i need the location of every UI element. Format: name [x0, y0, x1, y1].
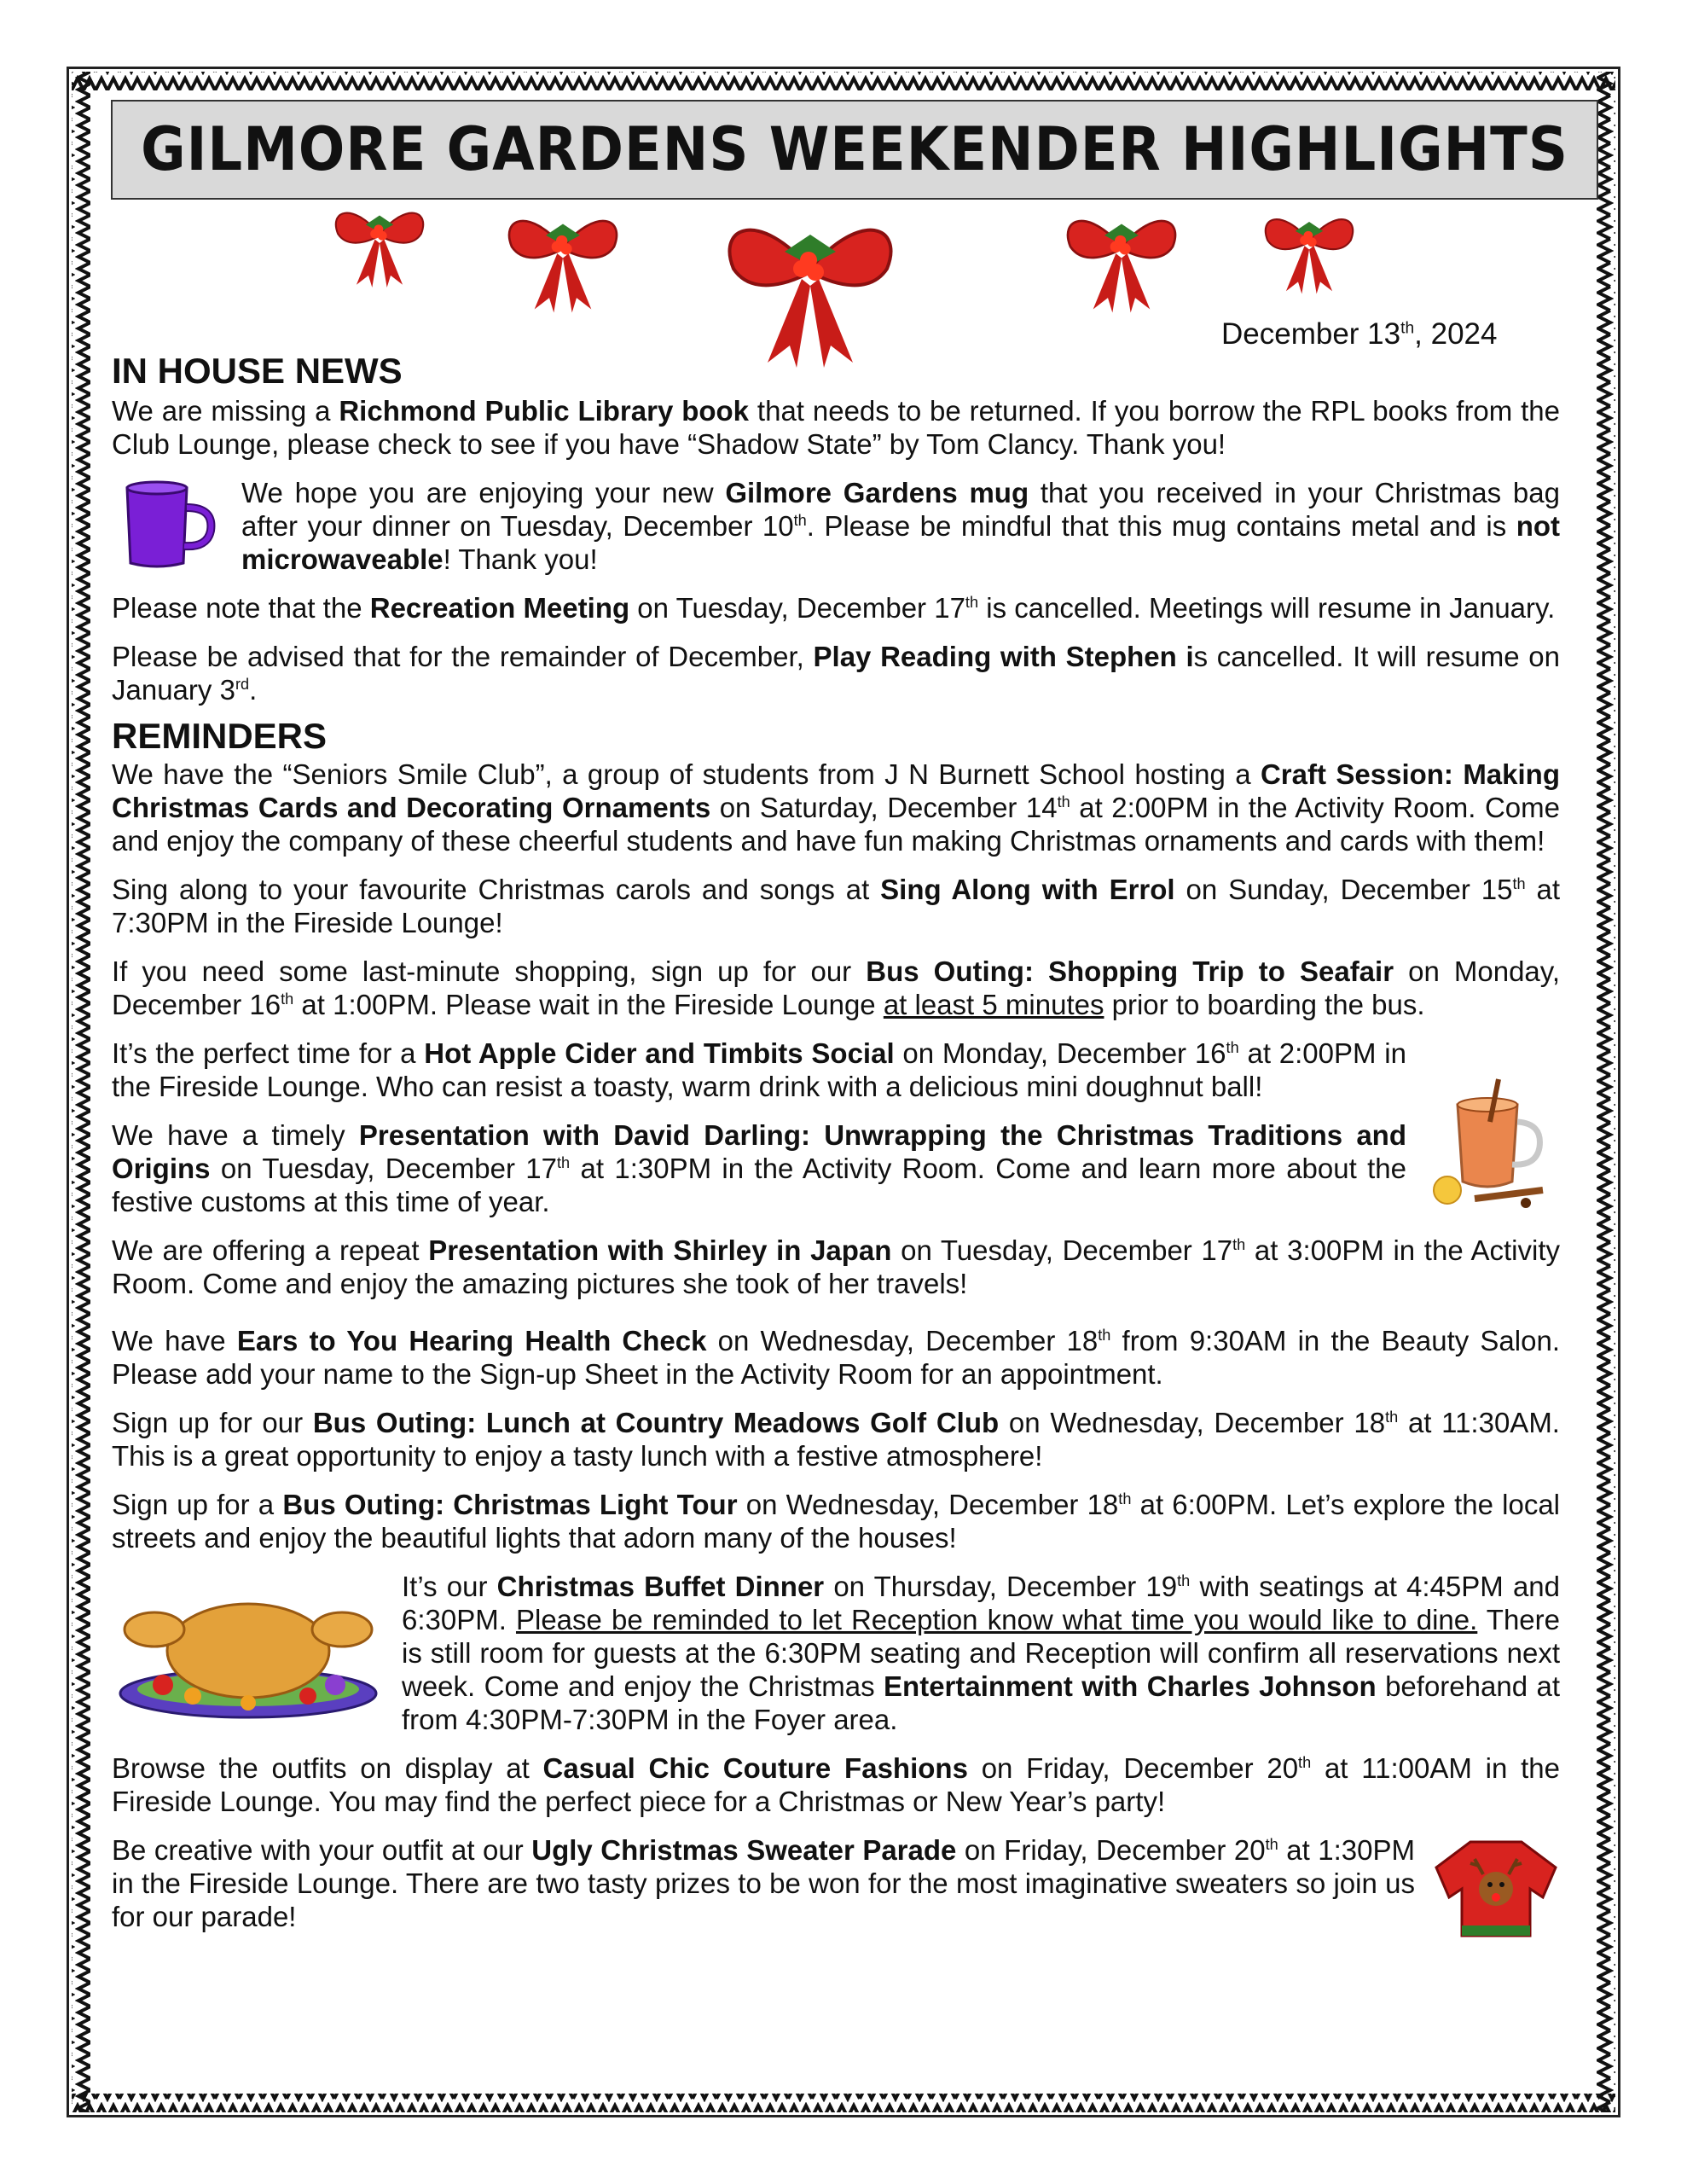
bow-icon	[495, 200, 631, 316]
reminder-david-darling: We have a timely Presentation with David Darling: Unwrapping the Christmas Traditions and Origins on Tuesday, December 17th at 1:30PM in the Activity Room. Come and learn more about the festive customs at this time of year.	[112, 1119, 1406, 1217]
paragraph-recreation-meeting: Please note that the Recreation Meeting on Tuesday, December 17th is cancelled. Meetings will resume in January.	[112, 592, 1556, 624]
reminders-heading: REMINDERS	[112, 716, 328, 756]
reminder-golf-lunch: Sign up for our Bus Outing: Lunch at Country Meadows Golf Club on Wednesday, December 18th at 11:30AM. This is a great opportunity to enjoy a tasty lunch with a festive atmosphere!	[112, 1407, 1560, 1472]
newsletter-title-box	[111, 100, 1598, 200]
bow-icon	[708, 200, 913, 371]
newsletter-body	[112, 350, 1560, 1949]
paragraph-mug: We hope you are enjoying your new Gilmore Gardens mug that you received in your Christmas bag after your dinner on Tuesday, December 10th. Please be mindful that this mug contains metal and is not microwaveable! Thank you!	[241, 477, 1560, 575]
reminder-fashion-show: Browse the outfits on display at Casual Chic Couture Fashions on Friday, December 20th at 11:00AM in the Fireside Lounge. You may find the perfect piece for a Christmas or New Year’s party!	[112, 1752, 1560, 1817]
paragraph-play-reading: Please be advised that for the remainder of December, Play Reading with Stephen is cancelled. It will resume on January 3rd.	[112, 641, 1561, 706]
reminder-sweater-parade: Be creative with your outfit at our Ugly Christmas Sweater Parade on Friday, December 20th at 1:30PM in the Fireside Lounge. There are two tasty prizes to be won for the most imaginative sweaters so join us for our parade!	[112, 1834, 1416, 1932]
reminder-shopping-trip: If you need some last-minute shopping, sign up for our Bus Outing: Shopping Trip to Seafair on Monday, December 16th at 1:00PM. Please wait in the Fireside Lounge at least 5 minutes prior to boarding the bus.	[112, 956, 1560, 1020]
in-house-heading: IN HOUSE NEWS	[112, 351, 403, 391]
bow-icon	[1053, 200, 1190, 316]
newsletter-title: GILMORE GARDENS WEEKENDER HIGHLIGHTS	[141, 114, 1568, 185]
reminder-cider-social: It’s the perfect time for a Hot Apple Cider and Timbits Social on Monday, December 16th at 2:00PM in the Fireside Lounge. Who can resist a toasty, warm drink with a delicious mini doughnut ball!	[112, 1037, 1406, 1102]
reminder-light-tour: Sign up for a Bus Outing: Christmas Light Tour on Wednesday, December 18th at 6:00PM. Let’s explore the local streets and enjoy the beautiful lights that adorn many of the houses!	[112, 1489, 1560, 1554]
mug-icon	[119, 478, 221, 572]
reminder-craft-session: We have the “Seniors Smile Club”, a group of students from J N Burnett School hosting a Craft Session: Making Christmas Cards and Decorating Ornaments on Saturday, December 14th at 2:00PM in the Activity Room. Come and enjoy the company of these cheerful students and have fun making Christmas ornaments and cards with them!	[112, 758, 1560, 857]
cider-icon	[1423, 1071, 1560, 1216]
bow-icon	[1254, 200, 1365, 299]
turkey-icon	[112, 1570, 385, 1723]
ugly-sweater-icon	[1432, 1833, 1560, 1944]
paragraph-library-book: We are missing a Richmond Public Library book that needs to be returned. If you borrow the RPL books from the Club Lounge, please check to see if you have “Shadow State” by Tom Clancy. Thank you!	[112, 395, 1560, 460]
issue-date: December 13th, 2024	[1221, 317, 1498, 351]
bow-icon	[324, 196, 435, 290]
reminder-sing-along: Sing along to your favourite Christmas carols and songs at Sing Along with Errol on Sunday, December 15th at 7:30PM in the Fireside Lounge!	[112, 874, 1560, 938]
reminder-christmas-buffet: It’s our Christmas Buffet Dinner on Thursday, December 19th with seatings at 4:45PM and 6:30PM. Please be reminded to let Reception know what time you would like to dine. There is still room for guests at the 6:30PM seating and Reception will confirm all reservations next week. Come and enjoy the Christmas Entertainment with Charles Johnson beforehand at from 4:30PM-7:30PM in the Foyer area.	[402, 1571, 1561, 1735]
reminder-shirley-japan: We are offering a repeat Presentation with Shirley in Japan on Tuesday, December 17th at 3:00PM in the Activity Room. Come and enjoy the amazing pictures she took of her travels!	[112, 1234, 1561, 1299]
reminder-hearing-check: We have Ears to You Hearing Health Check on Wednesday, December 18th from 9:30AM in the Beauty Salon. Please add your name to the Sign-up Sheet in the Activity Room for an appointment.	[112, 1325, 1560, 1390]
